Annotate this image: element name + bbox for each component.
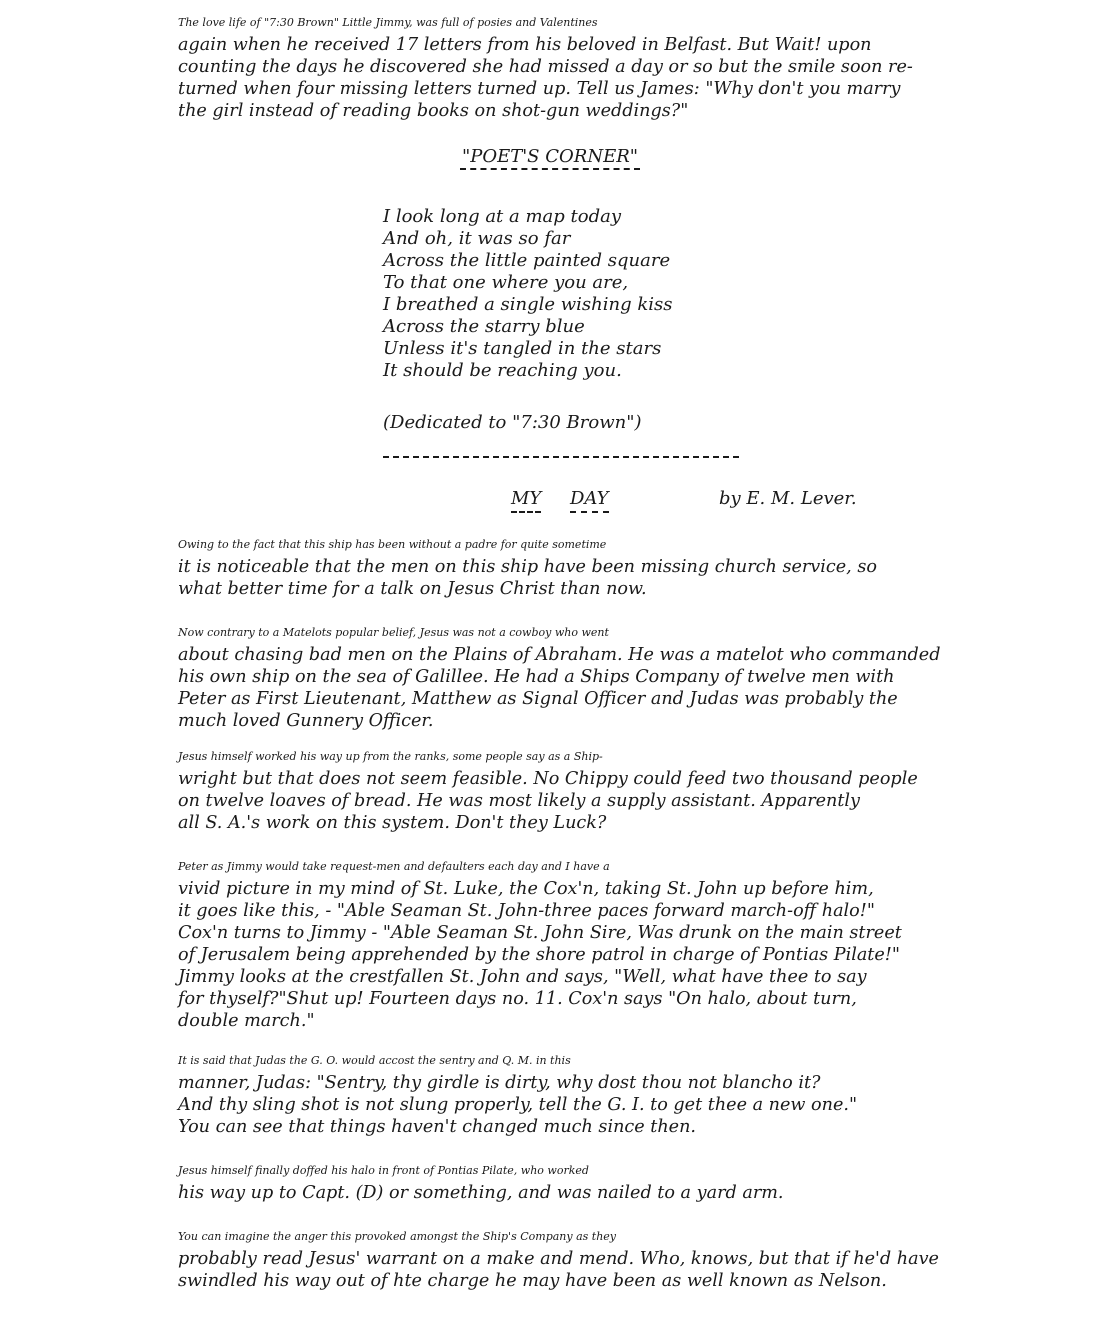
article-paragraph — [122, 1160, 1002, 1204]
poem-line: Unless it's tangled in the stars — [383, 338, 662, 359]
text-line: again when he received 17 letters from his beloved in Belfast. But Wait! upon — [178, 35, 872, 55]
text-line: Jimmy looks at the crestfallen St. John and says, "Well, what have thee to say — [178, 967, 867, 987]
text-line: manner, Judas: "Sentry, thy girdle is dirty, why dost thou not blancho it? — [178, 1073, 821, 1093]
poem-line: And oh, it was so far — [383, 228, 571, 249]
text-line: what better time for a talk on Jesus Christ than now. — [178, 579, 647, 599]
article-paragraph — [122, 1226, 1002, 1292]
text-line: You can see that things haven't changed much since then. — [178, 1117, 697, 1137]
poem-dedication: (Dedicated to "7:30 Brown") — [383, 412, 642, 433]
poem-line: To that one where you are, — [383, 272, 629, 293]
text-line: much loved Gunnery Officer. — [178, 711, 434, 731]
text-line: And thy sling shot is not slung properly, tell the G. I. to get thee a new one." — [178, 1095, 858, 1115]
intro-paragraph — [122, 12, 1002, 122]
text-line: The love life of "7:30 Brown" Little Jimmy, was full of posies and Valentines — [178, 16, 598, 29]
article-paragraph — [122, 534, 1002, 600]
article-byline: by E. M. Lever. — [719, 488, 857, 509]
text-line: for thyself?"Shut up! Fourteen days no. 11. Cox'n says "On halo, about turn, — [178, 989, 857, 1009]
article-paragraph — [122, 622, 1002, 732]
poem-line: I look long at a map today — [383, 206, 621, 227]
text-line: Jesus himself finally doffed his halo in front of Pontias Pilate, who worked — [178, 1164, 589, 1177]
text-line: turned when four missing letters turned up. Tell us James: "Why don't you marry — [178, 79, 901, 99]
article-paragraph — [122, 1050, 1002, 1138]
text-line: all S. A.'s work on this system. Don't they Luck? — [178, 813, 607, 833]
article-paragraph — [122, 856, 1002, 1032]
text-line: You can imagine the anger this provoked amongst the Ship's Company as they — [178, 1230, 617, 1243]
text-line: Peter as First Lieutenant, Matthew as Signal Officer and Judas was probably the — [178, 689, 898, 709]
text-line: counting the days he discovered she had missed a day or so but the smile soon re- — [178, 57, 913, 77]
article-title-word: MY — [511, 488, 541, 513]
poets-corner-title: "POET'S CORNER" — [460, 146, 640, 170]
text-line: Cox'n turns to Jimmy - "Able Seaman St. John Sire, Was drunk on the main street — [178, 923, 902, 943]
text-line: on twelve loaves of bread. He was most likely a supply assistant. Apparently — [178, 791, 860, 811]
dashed-divider — [383, 456, 739, 458]
text-line: the girl instead of reading books on shot-gun weddings?" — [178, 101, 689, 121]
article-title-word: DAY — [570, 488, 609, 513]
article-title — [511, 488, 609, 510]
article-title-row — [0, 488, 1100, 514]
text-line: his own ship on the sea of Galillee. He had a Ships Company of twelve men with — [178, 667, 895, 687]
text-line: double march." — [178, 1011, 315, 1031]
text-line: probably read Jesus' warrant on a make and mend. Who, knows, but that if he'd have — [178, 1249, 939, 1269]
text-line: Now contrary to a Matelots popular belief, Jesus was not a cowboy who went — [178, 626, 609, 639]
text-line: his way up to Capt. (D) or something, and was nailed to a yard arm. — [178, 1183, 784, 1203]
text-line: Owing to the fact that this ship has been without a padre for quite sometime — [178, 538, 607, 551]
text-line: vivid picture in my mind of St. Luke, the Cox'n, taking St. John up before him, — [178, 879, 874, 899]
poem-line: I breathed a single wishing kiss — [383, 294, 673, 315]
poem-line: Across the starry blue — [383, 316, 585, 337]
poem-line: It should be reaching you. — [383, 360, 622, 381]
text-line: wright but that does not seem feasible. No Chippy could feed two thousand people — [178, 769, 918, 789]
text-line: of Jerusalem being apprehended by the shore patrol in charge of Pontias Pilate!" — [178, 945, 900, 965]
text-line: it goes like this, - "Able Seaman St. John-three paces forward march-off halo!" — [178, 901, 875, 921]
text-line: It is said that Judas the G. O. would accost the sentry and Q. M. in this — [178, 1054, 571, 1067]
poem — [383, 206, 673, 382]
text-line: Peter as Jimmy would take request-men and defaulters each day and I have a — [178, 860, 610, 873]
text-line: about chasing bad men on the Plains of Abraham. He was a matelot who commanded — [178, 645, 941, 665]
poets-corner-heading — [0, 146, 1100, 168]
poem-line: Across the little painted square — [383, 250, 671, 271]
text-line: swindled his way out of hte charge he may have been as well known as Nelson. — [178, 1271, 887, 1291]
text-line: it is noticeable that the men on this ship have been missing church service, so — [178, 557, 877, 577]
text-line: Jesus himself worked his way up from the ranks, some people say as a Ship- — [178, 750, 603, 763]
article-paragraph — [122, 746, 1002, 834]
